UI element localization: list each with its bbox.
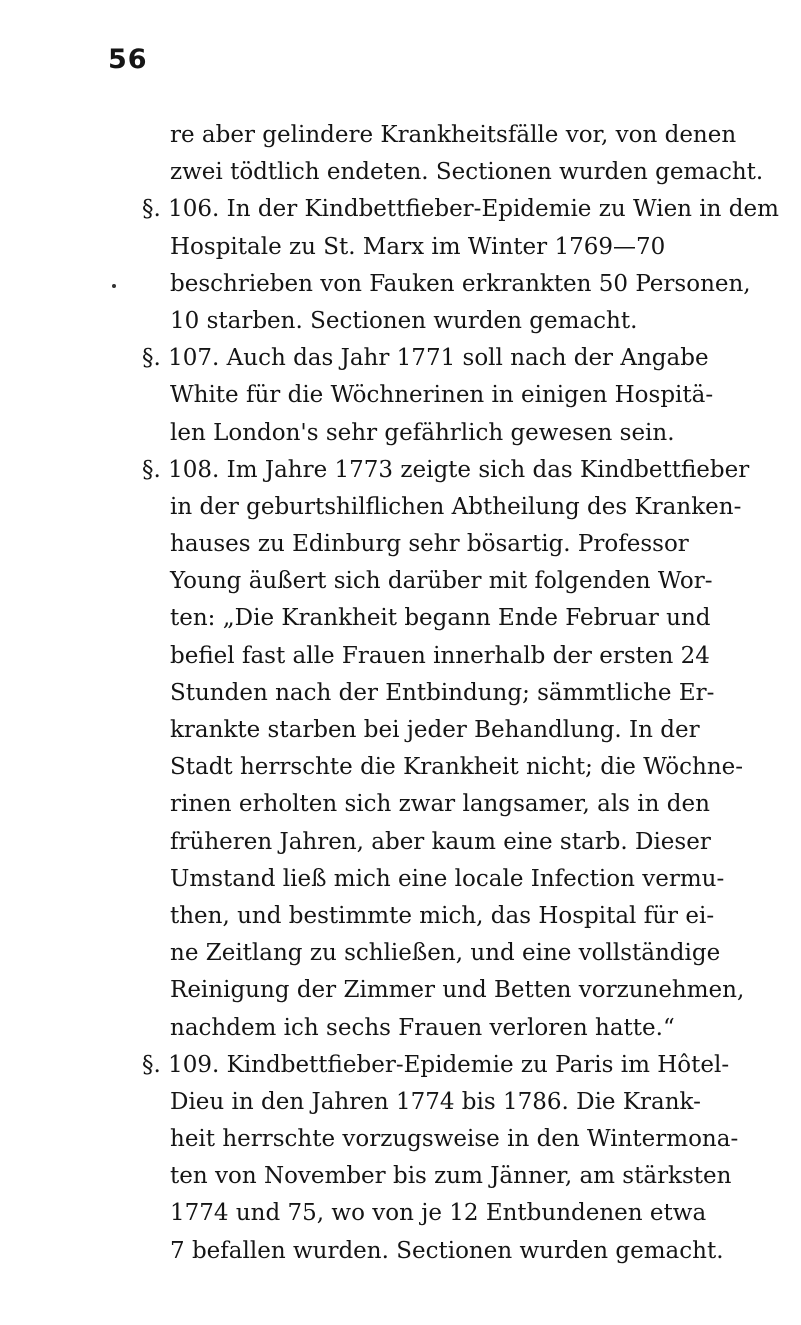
text-line: beschrieben von Fauken erkrankten 50 Personen, [170,270,751,297]
text-line: krankte starben bei jeder Behandlung. In der [170,717,700,743]
text-line: hauses zu Edinburg sehr bösartig. Professor [170,531,689,558]
text-line: ten von November bis zum Jänner, am stärksten [170,1163,732,1190]
body-text [142,117,782,1270]
text-line: len London's sehr gefährlich gewesen sein. [170,419,675,446]
text-line: 10 starben. Sectionen wurden gemacht. [170,307,638,334]
section-106-heading-line: §. 106. In der Kindbettfieber-Epidemie zu Wien in dem [142,196,779,223]
text-line: rinen erholten sich zwar langsamer, als in den [170,791,710,818]
text-line: Dieu in den Jahren 1774 bis 1786. Die Krank- [170,1088,701,1115]
text-line: Stunden nach der Entbindung; sämmtliche Er- [170,679,715,706]
section-109-heading-line: §. 109. Kindbettfieber-Epidemie zu Paris im Hôtel- [142,1051,730,1078]
text-line: Stadt herrschte die Krankheit nicht; die Wöchne- [170,754,744,781]
text-line: zwei tödtlich endeten. Sectionen wurden gemacht. [170,159,764,186]
text-line: Young äußert sich darüber mit folgenden Wor- [170,568,713,595]
text-line: in der geburtshilflichen Abtheilung des Kranken- [170,493,742,520]
text-line: befiel fast alle Frauen innerhalb der ersten 24 [170,642,710,669]
text-line: Umstand ließ mich eine locale Infection vermu- [170,865,725,892]
section-108-heading-line: §. 108. Im Jahre 1773 zeigte sich das Kindbettfieber [142,456,750,483]
text-line: 1774 und 75, wo von je 12 Entbundenen etwa [170,1200,707,1227]
text-line: White für die Wöchnerinen in einigen Hospitä- [170,382,714,409]
text-line: Hospitale zu St. Marx im Winter 1769—70 [170,233,666,260]
text-line: früheren Jahren, aber kaum eine starb. Dieser [170,828,711,855]
text-line: ten: „Die Krankheit begann Ende Februar und [170,605,711,632]
text-line: heit herrschte vorzugsweise in den Wintermona- [170,1126,739,1153]
page-number: 56 [108,44,148,75]
text-line: nachdem ich sechs Frauen verloren hatte.“ [170,1014,675,1041]
text-line: ne Zeitlang zu schließen, und eine vollständige [170,940,721,967]
section-107-heading-line: §. 107. Auch das Jahr 1771 soll nach der Angabe [142,345,709,372]
text-line: then, und bestimmte mich, das Hospital für ei- [170,902,715,929]
text-line: re aber gelindere Krankheitsfälle vor, von denen [170,122,737,148]
text-line: 7 befallen wurden. Sectionen wurden gemacht. [170,1237,724,1264]
text-line: Reinigung der Zimmer und Betten vorzunehmen, [170,977,745,1004]
ink-speck [112,284,116,288]
